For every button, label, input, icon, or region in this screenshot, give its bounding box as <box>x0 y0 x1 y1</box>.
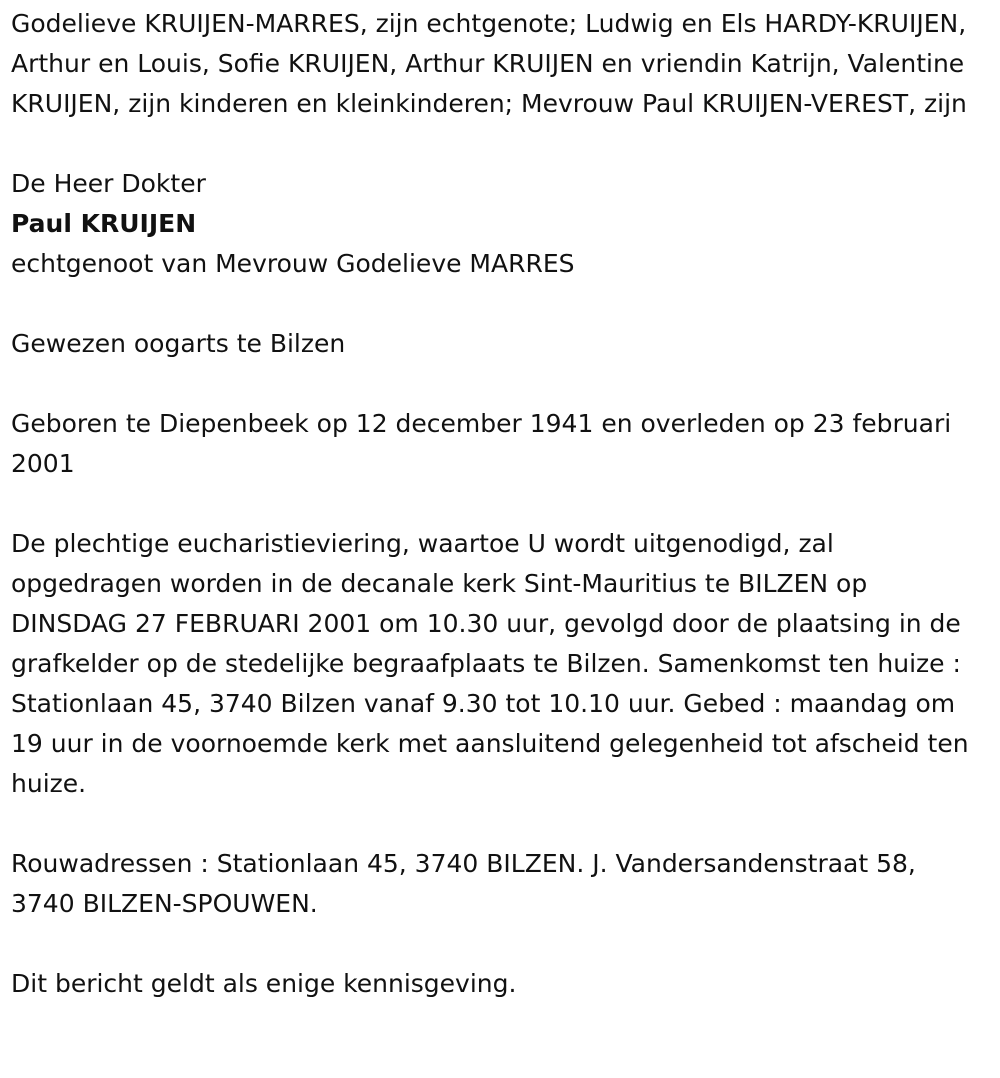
birth-death-paragraph: Geboren te Diepenbeek op 12 december 1941 en overleden op 23 februari 2001 <box>11 409 952 478</box>
spacer <box>11 364 986 404</box>
closing-line: Dit bericht geldt als enige kennisgeving. <box>11 969 517 998</box>
spacer <box>11 924 986 964</box>
mourning-addresses-paragraph: Rouwadressen : Stationlaan 45, 3740 BILZEN. J. Vandersandenstraat 58, 3740 BILZEN-SPOUWEN. <box>11 849 916 918</box>
deceased-name: Paul KRUIJEN <box>11 209 197 238</box>
spacer <box>11 284 986 324</box>
spacer <box>11 124 986 164</box>
honorific: De Heer Dokter <box>11 169 206 198</box>
profession-line: Gewezen oogarts te Bilzen <box>11 329 346 358</box>
ceremony-paragraph: De plechtige eucharistieviering, waartoe U wordt uitgenodigd, zal opgedragen worden in de decanale kerk Sint-Mauritius te BILZEN op DINSDAG 27 FEBRUARI 2001 om 10.30 uur, gevolgd door de plaatsing in de grafkelder op de stedelijke begraafplaats te Bilzen. Samenkomst ten huize : Stationlaan 45, 3740 Bilzen vanaf 9.30 tot 10.10 uur. Gebed : maandag om 19 uur in de voornoemde kerk met aansluitend gelegenheid tot afscheid ten huize. <box>11 529 969 798</box>
death-notice <box>11 4 986 1004</box>
family-intro-paragraph: Godelieve KRUIJEN-MARRES, zijn echtgenote; Ludwig en Els HARDY-KRUIJEN, Arthur en Louis, Sofie KRUIJEN, Arthur KRUIJEN en vriendin Katrijn, Valentine KRUIJEN, zijn kinderen en kleinkinderen; Mevrouw Paul KRUIJEN-VEREST, zijn <box>11 9 967 118</box>
spouse-line: echtgenoot van Mevrouw Godelieve MARRES <box>11 249 575 278</box>
spacer <box>11 804 986 844</box>
spacer <box>11 484 986 524</box>
